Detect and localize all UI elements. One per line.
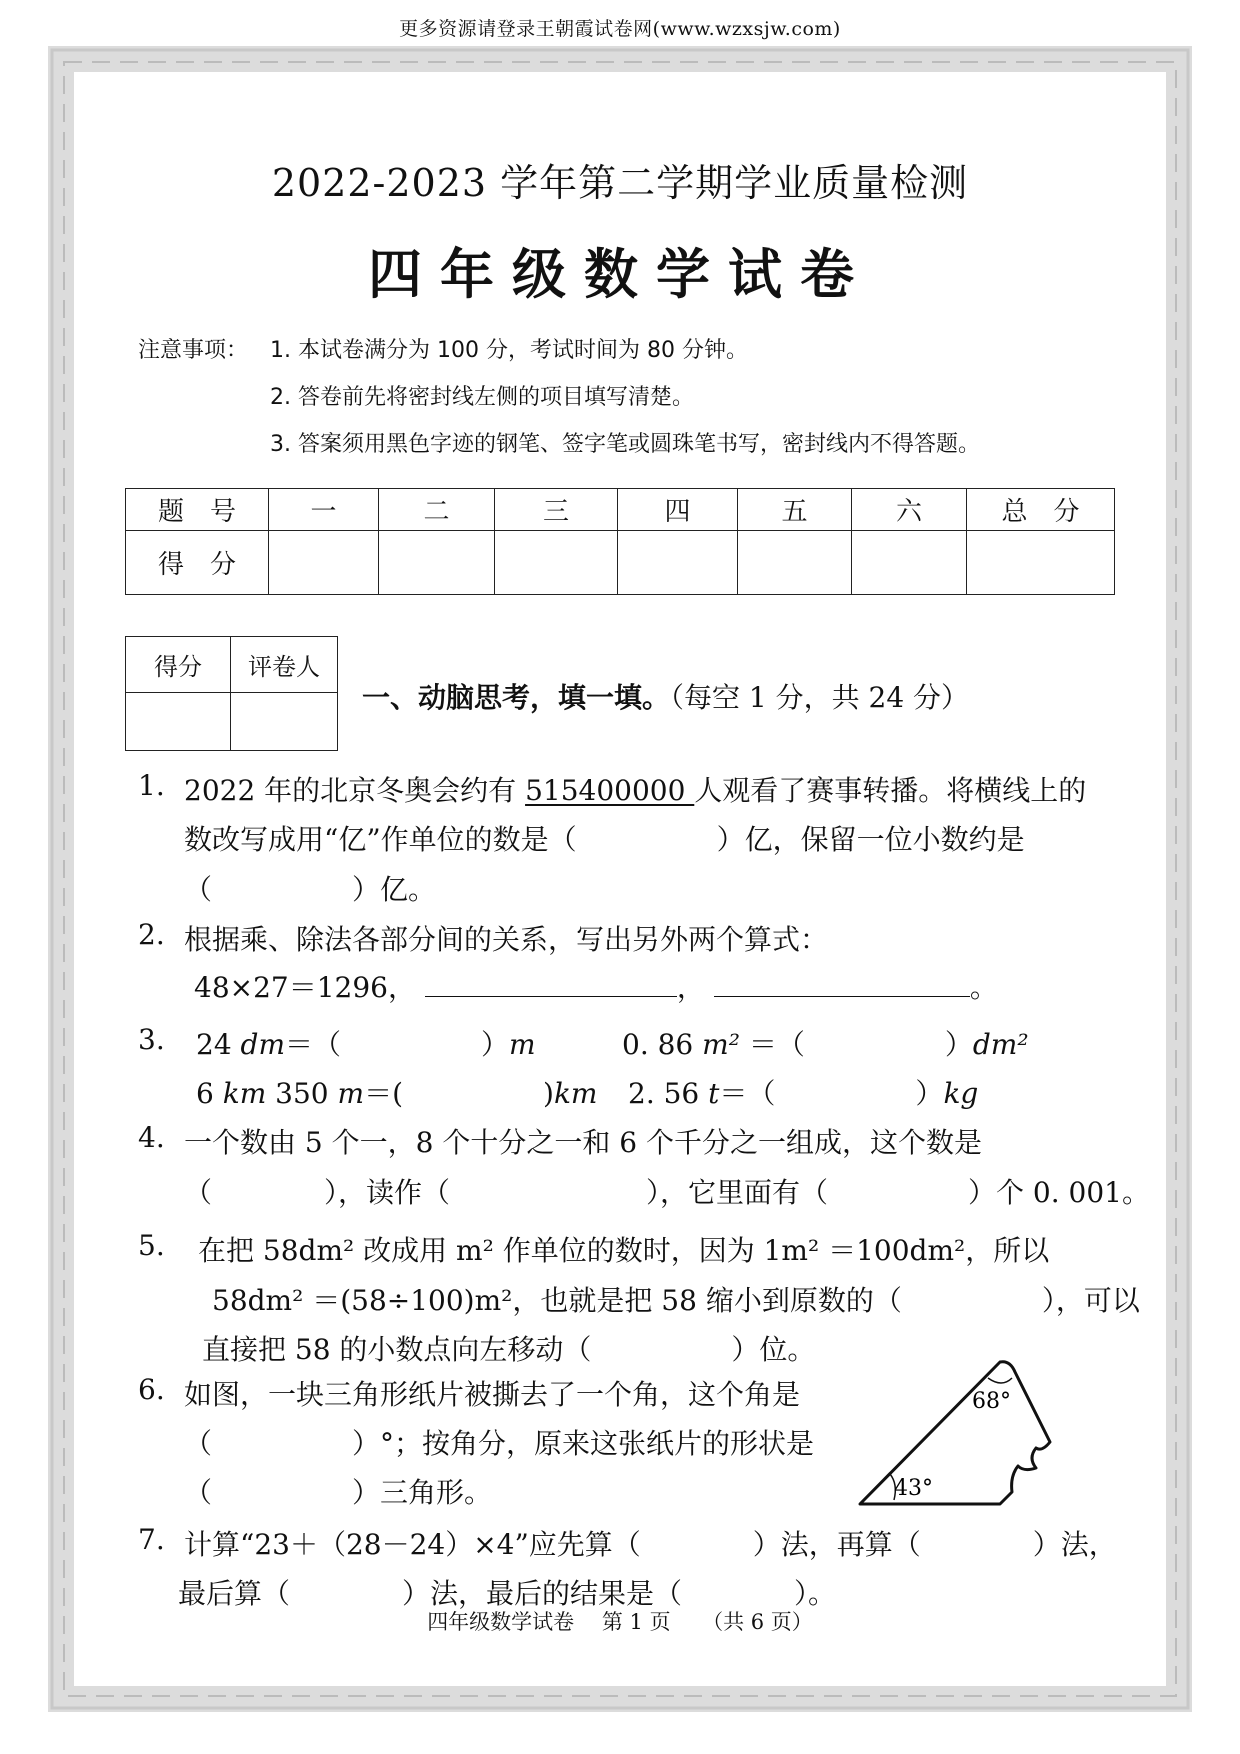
section-title (362, 676, 969, 716)
question-1-line2: 数改写成用“亿”作单位的数是（ ）亿，保留一位小数约是 (184, 823, 1025, 856)
q3-blank: ＝( ) (364, 1077, 554, 1110)
question-5-line1: 在把 58dm² 改成用 m² 作单位的数时，因为 1m² ＝100dm²，所以 (198, 1234, 1050, 1267)
question-number: 5. (138, 1229, 165, 1262)
score-cell[interactable] (379, 531, 495, 595)
score-cell[interactable] (967, 531, 1115, 595)
score-col: 五 (738, 489, 852, 531)
score-cell[interactable] (269, 531, 379, 595)
q2-sep: ， (676, 971, 705, 1004)
score-cell[interactable] (738, 531, 852, 595)
angle-label-43: 43° (894, 1476, 933, 1501)
q3-blank: ＝（ ） (719, 1077, 944, 1110)
score-row-label: 得 分 (126, 531, 269, 595)
q3-item-d (628, 1072, 978, 1112)
torn-triangle-figure (850, 1352, 1060, 1514)
question-2-line2 (194, 966, 998, 1006)
question-4-line2: （ ），读作（ ），它里面有（ ）个 0. 001。 (184, 1176, 1150, 1209)
q2-end: 。 (969, 971, 998, 1004)
grader-label: 评卷人 (231, 637, 338, 693)
q3-value: 0. 86 (622, 1028, 694, 1061)
angle-label-68: 68° (972, 1389, 1011, 1414)
q3-value: 6 (196, 1077, 214, 1110)
question-6-line2: （ ）°；按角分，原来这张纸片的形状是 (184, 1427, 815, 1460)
question-1-line3: （ ）亿。 (184, 873, 437, 906)
question-number: 3. (138, 1023, 165, 1056)
note-item: 2. 答卷前先将密封线左侧的项目填写清楚。 (270, 385, 694, 410)
q3-unit: dm² (972, 1028, 1029, 1061)
q3-blank: ＝（ ） (285, 1028, 510, 1061)
q1-underlined-number: 515400000 (525, 774, 695, 807)
q1-text: 2022 年的北京冬奥会约有 (184, 774, 526, 807)
grader-table (125, 636, 338, 751)
q3-unit: km (222, 1077, 267, 1110)
score-cell[interactable] (495, 531, 618, 595)
score-col: 三 (495, 489, 618, 531)
q3-item-b (622, 1023, 1029, 1063)
grader-name-cell[interactable] (231, 693, 338, 751)
score-col: 四 (618, 489, 738, 531)
question-6-line3: （ ）三角形。 (184, 1476, 493, 1509)
question-2-line1: 根据乘、除法各部分间的关系，写出另外两个算式： (184, 923, 829, 956)
notes-label: 注意事项： (138, 338, 249, 363)
exam-title: 2022-2023 学年第二学期学业质量检测 (271, 161, 969, 205)
q3-item-c (196, 1072, 597, 1112)
q2-equation: 48×27＝1296， (194, 971, 416, 1004)
answer-blank[interactable] (425, 972, 677, 997)
answer-blank[interactable] (714, 972, 970, 997)
triangle-shape (860, 1362, 1050, 1504)
score-col: 二 (379, 489, 495, 531)
question-1-line1 (184, 769, 1086, 809)
score-table (125, 488, 1115, 595)
grader-score-cell[interactable] (126, 693, 231, 751)
question-number: 6. (138, 1373, 165, 1406)
q3-unit: kg (943, 1077, 979, 1110)
score-cell[interactable] (852, 531, 967, 595)
score-cell[interactable] (618, 531, 738, 595)
question-number: 1. (138, 769, 165, 802)
q3-item-a (196, 1023, 536, 1063)
score-col: 六 (852, 489, 967, 531)
q3-value: 2. 56 (628, 1077, 700, 1110)
q3-unit: m² (702, 1028, 740, 1061)
top-banner: 更多资源请登录王朝霞试卷网(www.wzxsjw.com) (399, 18, 841, 40)
question-number: 2. (138, 918, 165, 951)
exam-subtitle: 四年级数学试卷 (368, 243, 872, 306)
question-4-line1: 一个数由 5 个一，8 个十分之一和 6 个千分之一组成，这个数是 (184, 1126, 982, 1159)
grader-score-label: 得分 (126, 637, 231, 693)
note-item: 3. 答案须用黑色字迹的钢笔、签字笔或圆珠笔书写，密封线内不得答题。 (270, 432, 980, 457)
section-note: （每空 1 分，共 24 分） (670, 681, 970, 714)
score-header-label: 题 号 (126, 489, 269, 531)
q3-value: 24 (196, 1028, 232, 1061)
q3-unit: m (509, 1028, 536, 1061)
question-number: 4. (138, 1121, 165, 1154)
question-5-line3: 直接把 58 的小数点向左移动（ ）位。 (202, 1333, 816, 1366)
q3-unit: m (337, 1077, 365, 1110)
question-7-line1: 计算“23＋（28－24）×4”应先算（ ）法，再算（ ）法， (184, 1528, 1117, 1561)
q3-blank: ＝（ ） (748, 1028, 973, 1061)
q3-unit: t (708, 1077, 720, 1110)
score-col: 一 (269, 489, 379, 531)
page-footer: 四年级数学试卷 第 1 页 （共 6 页） (427, 1610, 813, 1634)
note-item: 1. 本试卷满分为 100 分，考试时间为 80 分钟。 (270, 338, 748, 363)
q3-unit: dm (240, 1028, 286, 1061)
q3-value: 350 (275, 1077, 329, 1110)
question-number: 7. (138, 1523, 165, 1556)
angle-arc (988, 1378, 1012, 1383)
q3-unit: km (553, 1077, 598, 1110)
q1-text: 人观看了赛事转播。将横线上的 (694, 774, 1087, 807)
question-6-line1: 如图，一块三角形纸片被撕去了一个角，这个角是 (184, 1378, 801, 1411)
question-7-line2: 最后算（ ）法，最后的结果是（ ）。 (178, 1577, 837, 1610)
question-5-line2: 58dm² ＝(58÷100)m²，也就是把 58 缩小到原数的（ ），可以 (212, 1284, 1140, 1317)
score-col-total: 总 分 (967, 489, 1115, 531)
section-heading: 一、动脑思考，填一填。 (362, 681, 671, 714)
